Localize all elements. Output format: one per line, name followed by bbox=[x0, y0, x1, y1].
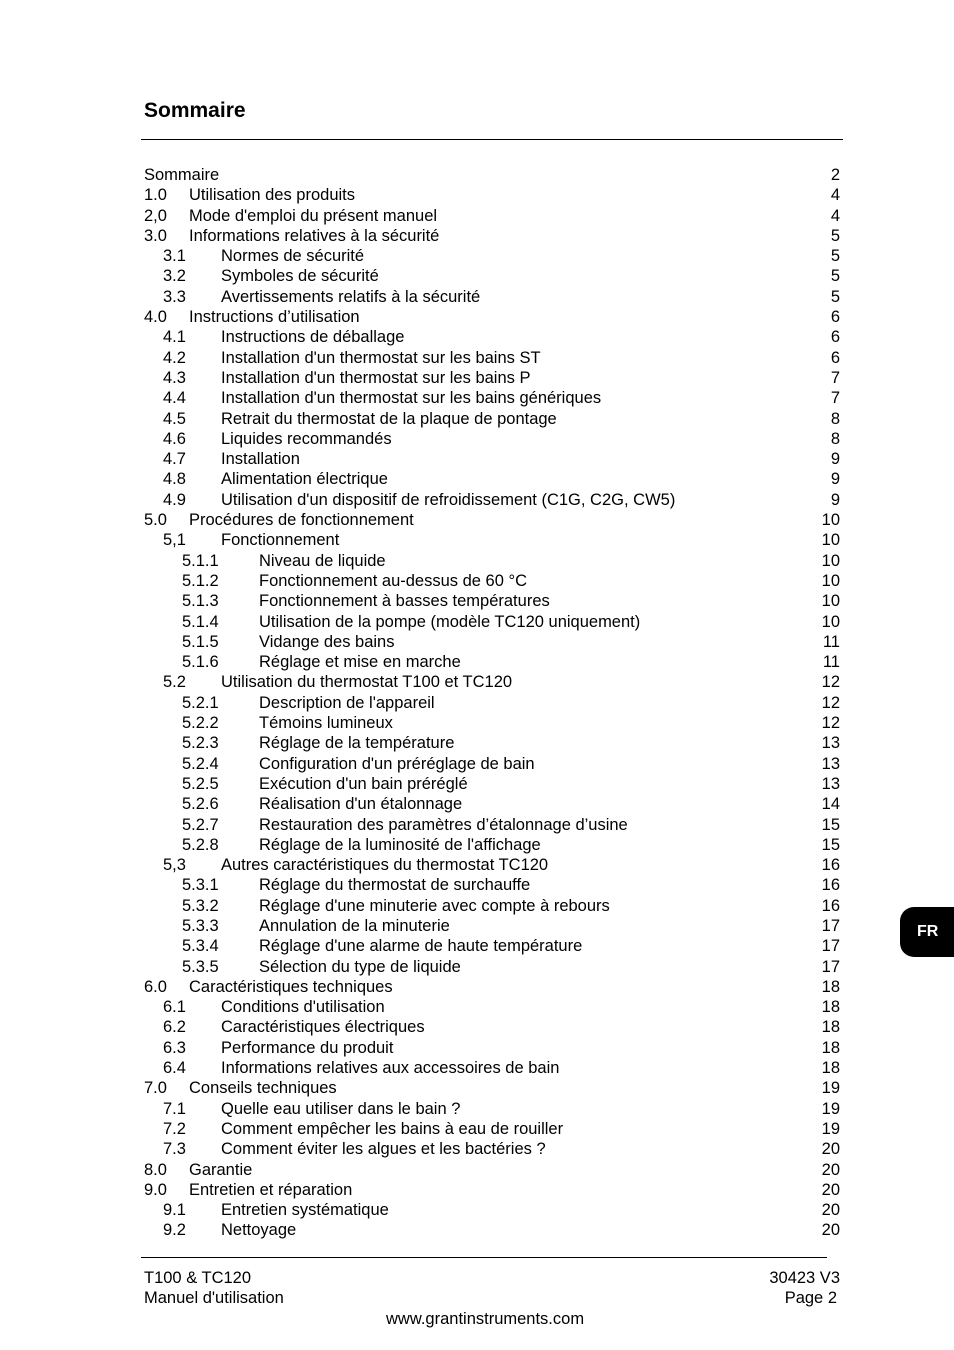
toc-entry bbox=[144, 977, 840, 997]
toc-entry-number: 5.1.6 bbox=[182, 653, 219, 672]
toc-entry-number: 5.1.3 bbox=[182, 592, 219, 611]
toc-entry-title: Restauration des paramètres d’étalonnage d’usine bbox=[259, 815, 628, 834]
toc-entry-page: 10 bbox=[821, 571, 840, 590]
toc-entry-page: 18 bbox=[821, 1018, 840, 1037]
toc-entry-title: Instructions d’utilisation bbox=[189, 308, 360, 327]
toc-entry-page: 18 bbox=[821, 998, 840, 1017]
toc-entry bbox=[144, 733, 840, 753]
toc-entry bbox=[144, 368, 840, 388]
toc-entry-number: 5.1.5 bbox=[182, 632, 219, 651]
toc-entry-page: 6 bbox=[830, 308, 840, 327]
table-of-contents bbox=[144, 165, 840, 1241]
toc-entry-title: Témoins lumineux bbox=[259, 714, 393, 733]
toc-entry-title: Conditions d'utilisation bbox=[221, 998, 385, 1017]
toc-entry-page: 2 bbox=[830, 166, 840, 184]
toc-entry bbox=[144, 774, 840, 794]
toc-entry-page: 18 bbox=[821, 1059, 840, 1078]
toc-entry-page: 15 bbox=[821, 815, 840, 834]
toc-entry-page: 10 bbox=[821, 511, 840, 530]
toc-entry-title: Informations relatives aux accessoires de bain bbox=[221, 1059, 560, 1078]
toc-entry-title: Retrait du thermostat de la plaque de pontage bbox=[221, 409, 557, 428]
toc-entry-title: Sélection du type de liquide bbox=[259, 957, 461, 976]
toc-entry-page: 17 bbox=[821, 916, 840, 935]
toc-entry bbox=[144, 916, 840, 936]
toc-entry-number: 5,1 bbox=[163, 531, 186, 550]
toc-entry-page: 11 bbox=[822, 653, 840, 672]
toc-entry-title: Réglage d'une alarme de haute température bbox=[259, 937, 583, 956]
toc-entry bbox=[144, 1180, 840, 1200]
toc-entry-number: 5.2.2 bbox=[182, 714, 219, 733]
language-tab: FR bbox=[900, 907, 954, 957]
toc-entry-number: 5,3 bbox=[163, 856, 186, 875]
toc-entry-page: 8 bbox=[830, 409, 840, 428]
toc-entry-number: 5.2 bbox=[163, 673, 186, 692]
toc-entry-number: 5.2.1 bbox=[182, 693, 219, 712]
toc-entry-page: 20 bbox=[821, 1160, 840, 1179]
toc-entry-number: 6.0 bbox=[144, 977, 167, 996]
toc-entry bbox=[144, 1160, 840, 1180]
toc-entry-title: Instructions de déballage bbox=[221, 328, 405, 347]
toc-entry-title: Annulation de la minuterie bbox=[259, 916, 450, 935]
toc-entry-page: 16 bbox=[821, 856, 840, 875]
toc-entry-number: 5.2.5 bbox=[182, 774, 219, 793]
toc-entry-page: 9 bbox=[830, 470, 840, 489]
toc-entry-title: Sommaire bbox=[144, 166, 220, 184]
toc-entry-page: 7 bbox=[830, 389, 840, 408]
toc-entry-number: 3.1 bbox=[163, 247, 186, 266]
toc-entry-title: Caractéristiques techniques bbox=[189, 977, 393, 996]
toc-entry-number: 6.1 bbox=[163, 998, 186, 1017]
toc-entry-page: 9 bbox=[830, 450, 840, 469]
toc-entry-page: 4 bbox=[830, 206, 840, 225]
toc-entry-title: Vidange des bains bbox=[259, 632, 395, 651]
toc-entry-page: 5 bbox=[830, 287, 840, 306]
toc-entry bbox=[144, 226, 840, 246]
toc-entry-page: 10 bbox=[821, 551, 840, 570]
toc-entry-page: 7 bbox=[830, 368, 840, 387]
toc-entry bbox=[144, 896, 840, 916]
toc-entry-page: 17 bbox=[821, 937, 840, 956]
toc-entry-title: Procédures de fonctionnement bbox=[189, 511, 414, 530]
toc-entry-number: 4.8 bbox=[163, 470, 186, 489]
toc-entry-number: 3.3 bbox=[163, 287, 186, 306]
toc-entry-title: Normes de sécurité bbox=[221, 247, 365, 266]
toc-entry-title: Réglage du thermostat de surchauffe bbox=[259, 876, 531, 895]
toc-entry bbox=[144, 612, 840, 632]
toc-entry bbox=[144, 957, 840, 977]
toc-entry-title: Symboles de sécurité bbox=[221, 267, 379, 286]
toc-entry-page: 5 bbox=[830, 226, 840, 245]
toc-entry-title: Autres caractéristiques du thermostat TC120 bbox=[221, 856, 549, 875]
toc-entry bbox=[144, 1017, 840, 1037]
toc-entry-number: 5.2.8 bbox=[182, 835, 219, 854]
toc-entry-number: 6.4 bbox=[163, 1059, 186, 1078]
toc-entry-page: 16 bbox=[821, 876, 840, 895]
toc-entry bbox=[144, 997, 840, 1017]
toc-entry-title: Utilisation des produits bbox=[189, 186, 355, 205]
toc-entry bbox=[144, 449, 840, 469]
toc-entry-title: Réalisation d'un étalonnage bbox=[259, 795, 463, 814]
toc-entry-number: 4.3 bbox=[163, 368, 186, 387]
toc-entry-title: Réglage et mise en marche bbox=[259, 653, 461, 672]
toc-entry-title: Performance du produit bbox=[221, 1038, 394, 1057]
toc-entry-title: Fonctionnement au-dessus de 60 °C bbox=[259, 571, 528, 590]
toc-entry-number: 4.0 bbox=[144, 308, 167, 327]
toc-entry bbox=[144, 1139, 840, 1159]
toc-entry-page: 5 bbox=[830, 267, 840, 286]
toc-entry-number: 9.0 bbox=[144, 1180, 167, 1199]
toc-entry-title: Configuration d'un préréglage de bain bbox=[259, 754, 535, 773]
toc-entry-number: 5.2.6 bbox=[182, 795, 219, 814]
toc-entry-page: 19 bbox=[821, 1079, 840, 1098]
toc-entry bbox=[144, 266, 840, 286]
toc-entry bbox=[144, 327, 840, 347]
toc-entry bbox=[144, 490, 840, 510]
toc-entry-page: 15 bbox=[821, 835, 840, 854]
toc-entry-title: Utilisation du thermostat T100 et TC120 bbox=[221, 673, 513, 692]
toc-entry-title: Avertissements relatifs à la sécurité bbox=[221, 287, 481, 306]
toc-entry bbox=[144, 246, 840, 266]
toc-entry-number: 7.1 bbox=[163, 1099, 186, 1118]
toc-entry-page: 10 bbox=[821, 592, 840, 611]
toc-entry-number: 5.1.1 bbox=[182, 551, 219, 570]
toc-entry-number: 2,0 bbox=[144, 206, 167, 225]
toc-entry bbox=[144, 794, 840, 814]
toc-entry-number: 6.2 bbox=[163, 1018, 186, 1037]
toc-entry-title: Liquides recommandés bbox=[221, 429, 392, 448]
toc-entry-title: Fonctionnement à basses températures bbox=[259, 592, 550, 611]
toc-entry-number: 4.9 bbox=[163, 490, 186, 509]
toc-entry-page: 13 bbox=[821, 754, 840, 773]
toc-entry-title: Installation bbox=[221, 450, 300, 469]
toc-entry-title: Entretien systématique bbox=[221, 1201, 389, 1220]
toc-entry-page: 9 bbox=[830, 490, 840, 509]
toc-entry-title: Caractéristiques électriques bbox=[221, 1018, 425, 1037]
toc-entry-page: 20 bbox=[821, 1140, 840, 1159]
toc-entry bbox=[144, 409, 840, 429]
toc-entry-page: 20 bbox=[821, 1201, 840, 1220]
toc-entry bbox=[144, 693, 840, 713]
toc-entry bbox=[144, 815, 840, 835]
toc-entry bbox=[144, 672, 840, 692]
toc-entry-page: 13 bbox=[821, 774, 840, 793]
toc-entry bbox=[144, 632, 840, 652]
toc-entry bbox=[144, 469, 840, 489]
toc-entry-number: 5.3.1 bbox=[182, 876, 219, 895]
toc-entry-number: 4.4 bbox=[163, 389, 186, 408]
toc-entry-number: 5.1.2 bbox=[182, 571, 219, 590]
toc-entry bbox=[144, 1038, 840, 1058]
toc-entry-number: 5.3.4 bbox=[182, 937, 219, 956]
footer-website: www.grantinstruments.com bbox=[386, 1310, 585, 1328]
toc-entry bbox=[144, 591, 840, 611]
toc-entry bbox=[144, 1078, 840, 1098]
toc-entry-page: 11 bbox=[822, 632, 840, 651]
toc-entry-number: 3.0 bbox=[144, 226, 167, 245]
toc-entry-page: 19 bbox=[821, 1099, 840, 1118]
toc-entry-number: 4.2 bbox=[163, 348, 186, 367]
toc-entry bbox=[144, 1119, 840, 1139]
toc-entry-title: Informations relatives à la sécurité bbox=[189, 226, 440, 245]
toc-entry bbox=[144, 1200, 840, 1220]
toc-entry-title: Réglage de la température bbox=[259, 734, 455, 753]
toc-entry bbox=[144, 307, 840, 327]
toc-entry-title: Mode d'emploi du présent manuel bbox=[189, 206, 438, 225]
toc-entry-page: 17 bbox=[821, 957, 840, 976]
toc-entry bbox=[144, 388, 840, 408]
toc-entry-number: 5.1.4 bbox=[182, 612, 219, 631]
toc-entry bbox=[144, 551, 840, 571]
toc-entry-number: 7.2 bbox=[163, 1119, 186, 1138]
footer-doc-code: 30423 V3 bbox=[769, 1269, 840, 1287]
toc-entry-page: 18 bbox=[821, 977, 840, 996]
toc-entry-title: Exécution d'un bain préréglé bbox=[259, 774, 468, 793]
toc-entry-number: 8.0 bbox=[144, 1160, 167, 1179]
toc-entry-number: 6.3 bbox=[163, 1038, 186, 1057]
toc-entry-title: Garantie bbox=[189, 1160, 253, 1179]
toc-entry bbox=[144, 510, 840, 530]
toc-entry-title: Description de l'appareil bbox=[259, 693, 435, 712]
toc-entry-number: 3.2 bbox=[163, 267, 186, 286]
toc-entry bbox=[144, 185, 840, 205]
header-divider bbox=[141, 139, 843, 140]
toc-entry bbox=[144, 652, 840, 672]
footer-product: T100 & TC120 bbox=[144, 1269, 252, 1287]
toc-entry-page: 20 bbox=[821, 1221, 840, 1240]
toc-entry-title: Installation d'un thermostat sur les bains ST bbox=[221, 348, 541, 367]
toc-entry bbox=[144, 287, 840, 307]
toc-entry-title: Réglage de la luminosité de l'affichage bbox=[259, 835, 541, 854]
toc-entry-page: 20 bbox=[821, 1180, 840, 1199]
toc-entry-number: 5.3.5 bbox=[182, 957, 219, 976]
toc-entry-number: 5.2.7 bbox=[182, 815, 219, 834]
toc-entry-page: 5 bbox=[830, 247, 840, 266]
toc-entry-page: 12 bbox=[821, 693, 840, 712]
toc-entry-page: 13 bbox=[821, 734, 840, 753]
page-title: Sommaire bbox=[144, 99, 246, 122]
toc-entry-title: Entretien et réparation bbox=[189, 1180, 353, 1199]
toc-entry bbox=[144, 1058, 840, 1078]
toc-entry-number: 9.2 bbox=[163, 1221, 186, 1240]
footer-divider bbox=[141, 1257, 827, 1258]
toc-entry bbox=[144, 165, 840, 185]
toc-entry-title: Réglage d'une minuterie avec compte à rebours bbox=[259, 896, 610, 915]
toc-entry bbox=[144, 875, 840, 895]
toc-entry bbox=[144, 936, 840, 956]
toc-entry-title: Conseils techniques bbox=[189, 1079, 337, 1098]
toc-entry-title: Comment empêcher les bains à eau de rouiller bbox=[221, 1119, 564, 1138]
toc-entry-page: 14 bbox=[821, 795, 840, 814]
toc-entry-number: 5.0 bbox=[144, 511, 167, 530]
toc-entry-title: Installation d'un thermostat sur les bains P bbox=[221, 368, 531, 387]
toc-entry-number: 5.3.2 bbox=[182, 896, 219, 915]
toc-entry-title: Quelle eau utiliser dans le bain ? bbox=[221, 1099, 461, 1118]
toc-entry bbox=[144, 348, 840, 368]
toc-entry bbox=[144, 1099, 840, 1119]
toc-entry bbox=[144, 1220, 840, 1240]
toc-entry-title: Fonctionnement bbox=[221, 531, 340, 550]
toc-entry-title: Utilisation de la pompe (modèle TC120 uniquement) bbox=[259, 612, 641, 631]
toc-entry-page: 8 bbox=[830, 429, 840, 448]
footer-page-number: Page 2 bbox=[784, 1289, 837, 1307]
toc-entry-number: 1.0 bbox=[144, 186, 167, 205]
toc-entry-number: 5.3.3 bbox=[182, 916, 219, 935]
toc-entry-page: 12 bbox=[821, 714, 840, 733]
toc-entry-number: 7.0 bbox=[144, 1079, 167, 1098]
toc-entry-page: 6 bbox=[830, 348, 840, 367]
toc-entry bbox=[144, 754, 840, 774]
toc-entry-page: 10 bbox=[821, 531, 840, 550]
toc-entry bbox=[144, 206, 840, 226]
toc-entry bbox=[144, 855, 840, 875]
toc-entry-number: 5.2.4 bbox=[182, 754, 219, 773]
toc-entry bbox=[144, 530, 840, 550]
toc-entry-number: 4.5 bbox=[163, 409, 186, 428]
toc-entry bbox=[144, 571, 840, 591]
toc-entry-number: 5.2.3 bbox=[182, 734, 219, 753]
toc-entry-number: 7.3 bbox=[163, 1140, 186, 1159]
toc-entry bbox=[144, 429, 840, 449]
toc-entry bbox=[144, 713, 840, 733]
toc-entry-page: 10 bbox=[821, 612, 840, 631]
toc-entry bbox=[144, 835, 840, 855]
toc-entry-page: 6 bbox=[830, 328, 840, 347]
toc-entry-number: 9.1 bbox=[163, 1201, 186, 1220]
toc-entry-title: Nettoyage bbox=[221, 1221, 297, 1240]
toc-entry-title: Alimentation électrique bbox=[221, 470, 388, 489]
toc-entry-title: Niveau de liquide bbox=[259, 551, 386, 570]
toc-entry-page: 12 bbox=[821, 673, 840, 692]
toc-entry-number: 4.7 bbox=[163, 450, 186, 469]
toc-entry-title: Comment éviter les algues et les bactéries ? bbox=[221, 1140, 546, 1159]
toc-entry-title: Installation d'un thermostat sur les bains génériques bbox=[221, 389, 602, 408]
footer-manual: Manuel d'utilisation bbox=[144, 1289, 284, 1307]
toc-entry-page: 19 bbox=[821, 1119, 840, 1138]
toc-entry-page: 4 bbox=[830, 186, 840, 205]
toc-entry-number: 4.1 bbox=[163, 328, 186, 347]
toc-entry-page: 18 bbox=[821, 1038, 840, 1057]
toc-entry-title: Utilisation d'un dispositif de refroidissement (C1G, C2G, CW5) bbox=[221, 490, 676, 509]
toc-entry-page: 16 bbox=[821, 896, 840, 915]
toc-entry-number: 4.6 bbox=[163, 429, 186, 448]
